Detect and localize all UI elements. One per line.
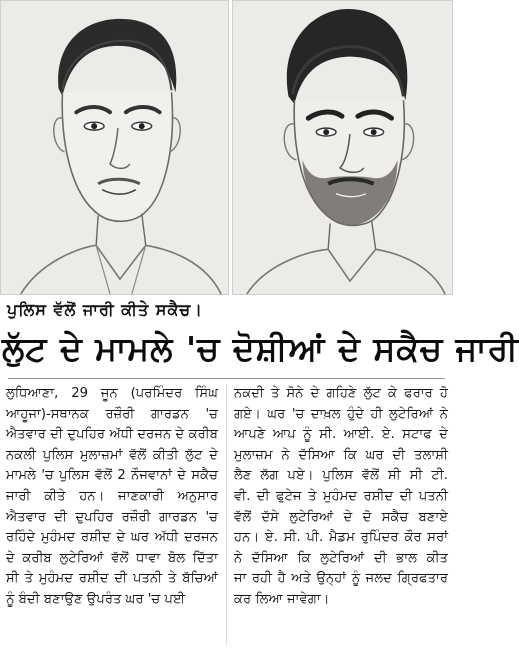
article-line: ਗਏ। ਘਰ 'ਚ ਦਾਖ਼ਲ ਹੁੰਦੇ ਹੀ ਲੁਟੇਰਿਆਂ ਨੇ — [234, 406, 448, 422]
article-line: ਕਰ ਲਿਆ ਜਾਵੇਗਾ। — [234, 591, 330, 607]
article-line: ਸੀ ਤੇ ਮੁਹੰਮਦ ਰਸ਼ੀਦ ਦੀ ਪਤਨੀ ਤੇ ਬੱਚਿਆਂ — [6, 571, 218, 587]
article-line: ਦੇ ਕਰੀਬ ਲੁਟੇਰਿਆਂ ਵੱਲੋਂ ਧਾਵਾ ਬੋਲ ਦਿੱਤਾ — [6, 550, 218, 566]
article-line: ਲੁਧਿਆਣਾ, 29 ਜੂਨ (ਪਰਮਿੰਦਰ ਸਿੰਘ — [6, 386, 218, 401]
article-line: ਲੈਣ ਲੱਗ ਪਏ। ਪੁਲਿਸ ਵੱਲੋਂ ਸੀ ਸੀ ਟੀ. — [234, 468, 448, 484]
article-line: ਮੁਲਾਜ਼ਮ ਨੇ ਦੱਸਿਆ ਕਿ ਘਰ ਦੀ ਤਲਾਸ਼ੀ — [234, 447, 448, 463]
sketch-suspect-2 — [232, 0, 453, 295]
article-line: ਵੱਲੋਂ ਦੱਸੇ ਲੁਟੇਰਿਆਂ ਦੇ ਦੋ ਸਕੈਚ ਬਣਾਏ — [234, 509, 448, 525]
article-line: ਜਾਰੀ ਕੀਤੇ ਹਨ। ਜਾਣਕਾਰੀ ਅਨੁਸਾਰ — [6, 488, 218, 504]
article-line: ਐਤਵਾਰ ਦੀ ਦੁਪਹਿਰ ਰਜ਼ੌਰੀ ਗਾਰਡਨ 'ਚ — [6, 509, 218, 525]
headline: ਲੁੱਟ ਦੇ ਮਾਮਲੇ 'ਚ ਦੋਸ਼ੀਆਂ ਦੇ ਸਕੈਚ ਜਾਰੀ — [2, 329, 519, 368]
sketch-suspect-1-drawing — [1, 1, 228, 294]
article-line: ਐਤਵਾਰ ਦੀ ਦੁਪਹਿਰ ਅੱਧੀ ਦਰਜਨ ਦੇ ਕਰੀਬ — [6, 427, 218, 443]
article-line: ਜਾ ਰਹੀ ਹੈ ਅਤੇ ਉਨ੍ਹਾਂ ਨੂੰ ਜਲਦ ਗ੍ਰਿਫਤਾਰ — [234, 571, 448, 587]
article-line: ਮਾਮਲੇ 'ਚ ਪੁਲਿਸ ਵੱਲੋਂ 2 ਨੌਜਵਾਨਾਂ ਦੇ ਸਕੈਚ — [6, 468, 218, 484]
article-column-left — [6, 384, 218, 646]
sketch-suspect-2-drawing — [233, 1, 452, 294]
headline-divider — [8, 378, 445, 379]
article-line: ਨੂੰ ਬੰਦੀ ਬਣਾਉਣ ਉਪਰੰਤ ਘਰ 'ਚ ਪਈ — [6, 591, 186, 607]
article-line: ਵੀ. ਦੀ ਫੁਟੇਜ ਤੇ ਮੁਹੰਮਦ ਰਸ਼ੀਦ ਦੀ ਪਤਨੀ — [234, 488, 448, 504]
article-line: ਰਹਿੰਦੇ ਮੁਹੰਮਦ ਰਸ਼ੀਦ ਦੇ ਘਰ ਅੱਧੀ ਦਰਜਨ — [6, 530, 218, 546]
article-line: ਹਨ। ਏ. ਸੀ. ਪੀ. ਮੈਡਮ ਰੁਪਿੰਦਰ ਕੌਰ ਸਰਾਂ — [234, 530, 448, 546]
sketch-suspect-1 — [0, 0, 229, 295]
article-column-right — [234, 384, 448, 646]
article-line: ਨਕਦੀ ਤੇ ਸੋਨੇ ਦੇ ਗਹਿਣੇ ਲੁੱਟ ਕੇ ਫਰਾਰ ਹੋ — [234, 386, 448, 401]
column-divider — [226, 384, 227, 644]
article-line: ਨਕਲੀ ਪੁਲਿਸ ਮੁਲਾਜ਼ਮਾਂ ਵੱਲੋਂ ਕੀਤੀ ਲੁੱਟ ਦੇ — [6, 447, 218, 463]
article-line: ਨੇ ਦੱਸਿਆ ਕਿ ਲੁਟੇਰਿਆਂ ਦੀ ਭਾਲ ਕੀਤ — [234, 550, 448, 566]
article-line: ਆਪਣੇ ਆਪ ਨੂੰ ਸੀ. ਆਈ. ਏ. ਸਟਾਫ ਦੇ — [234, 427, 448, 443]
sketch-caption: ਪੁਲਿਸ ਵੱਲੋਂ ਜਾਰੀ ਕੀਤੇ ਸਕੈਚ। — [7, 300, 203, 319]
article-line: ਆਹੂਜਾ)-ਸਥਾਨਕ ਰਜ਼ੌਰੀ ਗਾਰਡਨ 'ਚ — [6, 406, 218, 422]
